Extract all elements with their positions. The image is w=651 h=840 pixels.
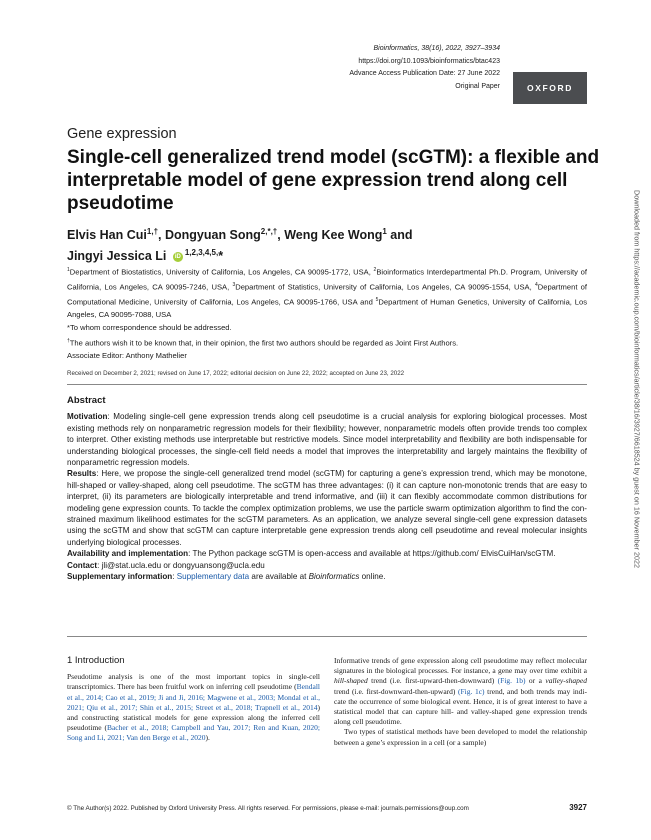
affil-text: Department of Biostatistics, University of California, Los Angeles, CA 90095-1772, USA, (69, 267, 374, 277)
page-number: 3927 (569, 803, 587, 812)
affil-text: Department of Computational Medicine, University of California, Los Angeles, CA 90095-1766, USA and (67, 282, 587, 307)
motivation-label: Motivation (67, 412, 108, 422)
supplementary-data-link[interactable]: Supplementary data (176, 572, 250, 582)
body-text: trend (i.e. first-upward-then-downward) (367, 676, 498, 686)
abstract-supplementary (67, 571, 587, 582)
abstract-motivation (67, 411, 587, 468)
divider (67, 636, 587, 637)
advance-access-date: Advance Access Publication Date: 27 June 2022 (349, 70, 500, 77)
body-paragraph (334, 656, 587, 727)
abstract-heading: Abstract (67, 395, 106, 406)
contact-label: Contact (67, 560, 98, 570)
affil-num: 4 (534, 282, 538, 289)
body-text: Pseudotime analysis is one of the most important topics in single-cell transcriptomics. There has been fruitful work on inferring cell pseudotime ( (67, 672, 320, 692)
supp-sep: : (172, 572, 177, 582)
correspondence-note: *To whom correspondence should be addressed. (67, 323, 232, 332)
author-name[interactable]: Weng Kee Wong (284, 228, 383, 243)
supp-mid: are available at (249, 572, 309, 582)
article-title: Single-cell generalized trend model (scGTM): a flexible and interpretable model of gene expression trend along cell pseudotime (67, 147, 600, 214)
contact-text: : jli@stat.ucla.edu or dongyuansong@ucla.edu (97, 560, 265, 570)
affil-text: Bioinformatics Interdepartmental Ph.D. Program, University of California, Los Angeles, CA 90095-7246, USA, (67, 267, 587, 292)
article-type: Original Paper (455, 82, 500, 90)
dagger-mark: † (67, 337, 70, 344)
citation-link[interactable]: Bacher et al., 2018; Campbell and Yau, 2017; Ren and Kuan, 2020; Song and Li, 2021; Van den Berge et al., 2020 (67, 723, 320, 743)
results-text: : Here, we propose the single-cell generalized trend model (scGTM) for capturing a gene’s expression trend, which may be monotone, hill-shaped or valley-shaped, along cell pseudotime. The scGTM has three advantages: (i) it can capture non-monotonic trends that are easy to interpret, (ii) its parameters are biologically interpretable and trend informative, and (iii) it can flexibly accommodate common distributions for modeling gene expression counts. To tackle the complex optimization problems, we use the particle swarm optimization algorithm to find the constrained maximum likelihood estimates for the scGTM parameters. As an application, we analyze several single-cell gene expression datasets using the scGTM and show that scGTM can capture interpretable gene expression trends along cell pseudotime and reveal molecular insights underlying biological processes. (67, 469, 587, 547)
body-text: trend (i.e. first-downward-then-upward) (334, 686, 458, 696)
body-text: ). (205, 733, 210, 743)
supplementary-label: Supplementary information (67, 572, 173, 582)
abstract (67, 395, 587, 583)
abstract-availability (67, 548, 587, 559)
journal-name: Bioinformatics (308, 572, 360, 582)
emphasis: valley-shaped (545, 676, 588, 686)
affil-num: 1 (67, 267, 70, 273)
author-sup: 1,2,3,4,5, (184, 248, 219, 258)
divider (67, 384, 587, 385)
body-paragraph: Two types of statistical methods have been developed to model the relationship between a gene’s expression in a cell (or a sample) (334, 727, 587, 747)
abstract-results (67, 468, 587, 548)
affil-num: 2 (373, 267, 377, 273)
results-label: Results (67, 469, 97, 479)
intro-paragraph (67, 672, 320, 743)
figure-link[interactable]: (Fig. 1c) (458, 686, 485, 696)
body-text: trend, and both trends may indicate the occurrence of some biological event. Hence, it is of great interest to have a statistical model that can capture hill- and valley-shaped gene expression trends along cell pseudotime. (334, 686, 587, 727)
author-sup: 1,† (146, 227, 159, 236)
affil-text: Department of Human Genetics, University of California, Los Angeles, CA 90095-7088, USA (67, 297, 587, 320)
corresponding-star: * (218, 249, 224, 264)
author-name[interactable]: Dongyuan Song (164, 228, 261, 243)
download-watermark (631, 190, 643, 620)
journal-masthead (300, 43, 500, 93)
joint-author-note (67, 335, 587, 350)
orcid-icon[interactable]: iD (174, 254, 181, 261)
associate-editor: Associate Editor: Anthony Mathelier (67, 350, 187, 360)
column-left (67, 656, 320, 744)
author-sup: 1 (382, 227, 387, 236)
author-sup: 2,*,† (260, 227, 278, 236)
body-text: Informative trends of gene expression along cell pseudotime may reflect molecular signatures in the biological processes. For instance, a gene may over time exhibit a (334, 656, 587, 676)
affiliations (67, 264, 587, 322)
received-dates: Received on December 2, 2021; revised on June 17, 2022; editorial decision on June 22, 2022; accepted on June 23, 2022 (67, 370, 405, 377)
motivation-text: : Modeling single-cell gene expression trends along cell pseudotime is a crucial analysis for exploring biological processes. Most existing methods rely on nonparametric regression models for their flexibility; however, nonparametric models often provide trends too complex to interpret. Other existing methods use interpretable but restrictive models. Since model interpretability and flexibility are both indispensable for understanding biological processes, the single-cell field needs a model that improves the interpretability and largely maintains the flexibility of nonparametric regression models. (67, 412, 587, 468)
supp-post: online. (359, 572, 386, 582)
journal-citation: Bioinformatics, 38(16), 2022, 3927–3934 (373, 45, 500, 52)
affil-num: 3 (232, 282, 236, 289)
body-text: or a (525, 676, 546, 686)
body-text: ) and constructing statistical models for gene expression along the inferred cell pseudotime ( (67, 702, 320, 733)
affil-text: Department of Statistics, University of California, Los Angeles, CA 90095-1554, USA, (235, 282, 535, 292)
abstract-contact (67, 560, 587, 571)
copyright-footer: © The Author(s) 2022. Published by Oxford University Press. All rights reserved. For permissions, please e-mail: journals.permissions@oup.com (67, 805, 469, 812)
availability-label: Availability and implementation (67, 549, 189, 559)
joint-author-text: The authors wish it to be known that, in their opinion, the first two authors should be regarded as Joint First Authors. (69, 338, 459, 348)
column-right (334, 656, 587, 748)
oxford-logo: OXFORD (513, 72, 587, 104)
section-heading: 1 Introduction (67, 655, 125, 666)
author-name[interactable]: Elvis Han Cui (67, 228, 147, 243)
availability-text: : The Python package scGTM is open-access and available at https://github.com/ ElvisCuiHan/scGTM. (188, 549, 556, 559)
author-name[interactable]: Jingyi Jessica Li (67, 249, 167, 264)
citation-link[interactable]: Bendall et al., 2014; Cao et al., 2019; Ji and Ji, 2016; Magwene et al., 2003; Mondal et al., 2021; Qiu et al., 2017; Shin et al., 2015; Street et al., 2018; Trapnell et al., 2014 (67, 682, 320, 712)
affil-num: 5 (375, 297, 379, 304)
author-list: Elvis Han Cui$^{1,\dagger}$, Dongyuan Song$^{2,*,\dagger}$, Weng Kee Wong$^1$ and Jingyi Jessica Li iD $^{1,2,3,4,5,}$* (67, 227, 413, 264)
figure-link[interactable]: (Fig. 1b) (497, 676, 526, 686)
section-label: Gene expression (67, 126, 177, 142)
download-watermark-text: Downloaded from https://academic.oup.com/bioinformatics/article/38/16/3927/6618524 by guest on 16 November 2022 (632, 190, 642, 568)
emphasis: hill-shaped (334, 676, 368, 686)
author-conjunction: and (386, 228, 413, 243)
doi-link[interactable]: https://doi.org/10.1093/bioinformatics/btac423 (358, 57, 500, 65)
author-notes (67, 322, 587, 362)
